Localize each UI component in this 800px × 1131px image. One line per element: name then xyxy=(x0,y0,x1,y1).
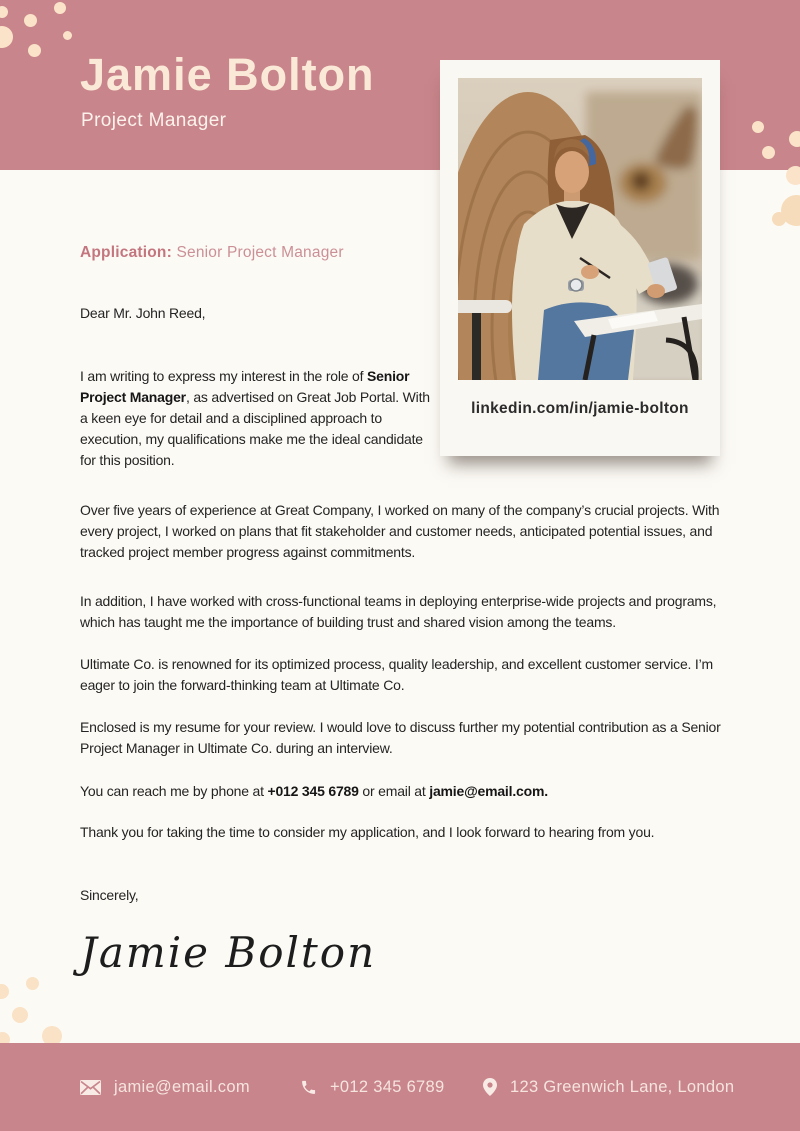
decor-dot xyxy=(789,131,800,147)
application-value: Senior Project Manager xyxy=(176,244,344,261)
profile-photo xyxy=(458,78,702,380)
linkedin-url: linkedin.com/in/jamie-bolton xyxy=(471,400,689,417)
decor-dot xyxy=(786,166,800,185)
decor-dot xyxy=(12,1007,28,1023)
decor-dot xyxy=(762,146,775,159)
location-pin-icon xyxy=(483,1078,497,1096)
person-role: Project Manager xyxy=(81,110,227,131)
decor-dot xyxy=(28,44,41,57)
decor-dot xyxy=(54,2,66,14)
paragraph-contact: You can reach me by phone at +012 345 6789 or email at jamie@email.com. xyxy=(80,783,548,799)
application-label: Application: xyxy=(80,244,172,261)
footer-email xyxy=(80,1043,250,1131)
photo-card xyxy=(440,60,720,456)
footer-band xyxy=(0,1043,800,1131)
footer-address xyxy=(483,1043,734,1131)
phone-icon xyxy=(300,1079,317,1096)
footer-phone-text: +012 345 6789 xyxy=(330,1077,445,1096)
decor-dot xyxy=(24,14,37,27)
paragraph-company: Ultimate Co. is renowned for its optimized process, quality leadership, and excellent customer service. I’m eager to join the forward-thinking team at Ultimate Co. xyxy=(80,656,713,693)
paragraph-intro: I am writing to express my interest in the role of Senior Project Manager, as advertised on Great Job Portal. With a keen eye for detail and a disciplined approach to execution, my qualifications make me the ideal candidate for this position. xyxy=(80,368,430,468)
closing: Sincerely, xyxy=(80,887,139,903)
footer-phone xyxy=(300,1043,444,1131)
decor-dot xyxy=(772,212,786,226)
decor-dot xyxy=(63,31,72,40)
signature: Jamie Bolton xyxy=(80,928,377,977)
decor-dot xyxy=(0,984,9,999)
decor-dot xyxy=(752,121,764,133)
decor-dot xyxy=(26,977,39,990)
envelope-icon xyxy=(80,1080,101,1095)
paragraph-experience: Over five years of experience at Great Company, I worked on many of the company’s crucial projects. With every project, I worked on plans that fit stakeholder and customer needs, anticipated potential issues, and tracked project member progress against commitments. xyxy=(80,502,720,560)
salutation: Dear Mr. John Reed, xyxy=(80,305,206,321)
paragraph-thanks: Thank you for taking the time to consider my application, and I look forward to hearing from you. xyxy=(80,824,655,840)
paragraph-teams: In addition, I have worked with cross-functional teams in deploying enterprise-wide projects and programs, which has taught me the importance of building trust and shared vision among the teams. xyxy=(80,593,717,630)
footer-email-text: jamie@email.com xyxy=(114,1077,250,1096)
person-name: Jamie Bolton xyxy=(80,49,375,100)
application-line xyxy=(80,244,344,262)
footer-address-text: 123 Greenwich Lane, London xyxy=(510,1077,735,1096)
paragraph-resume: Enclosed is my resume for your review. I would love to discuss further my potential contribution as a Senior Project Manager in Ultimate Co. during an interview. xyxy=(80,719,721,756)
